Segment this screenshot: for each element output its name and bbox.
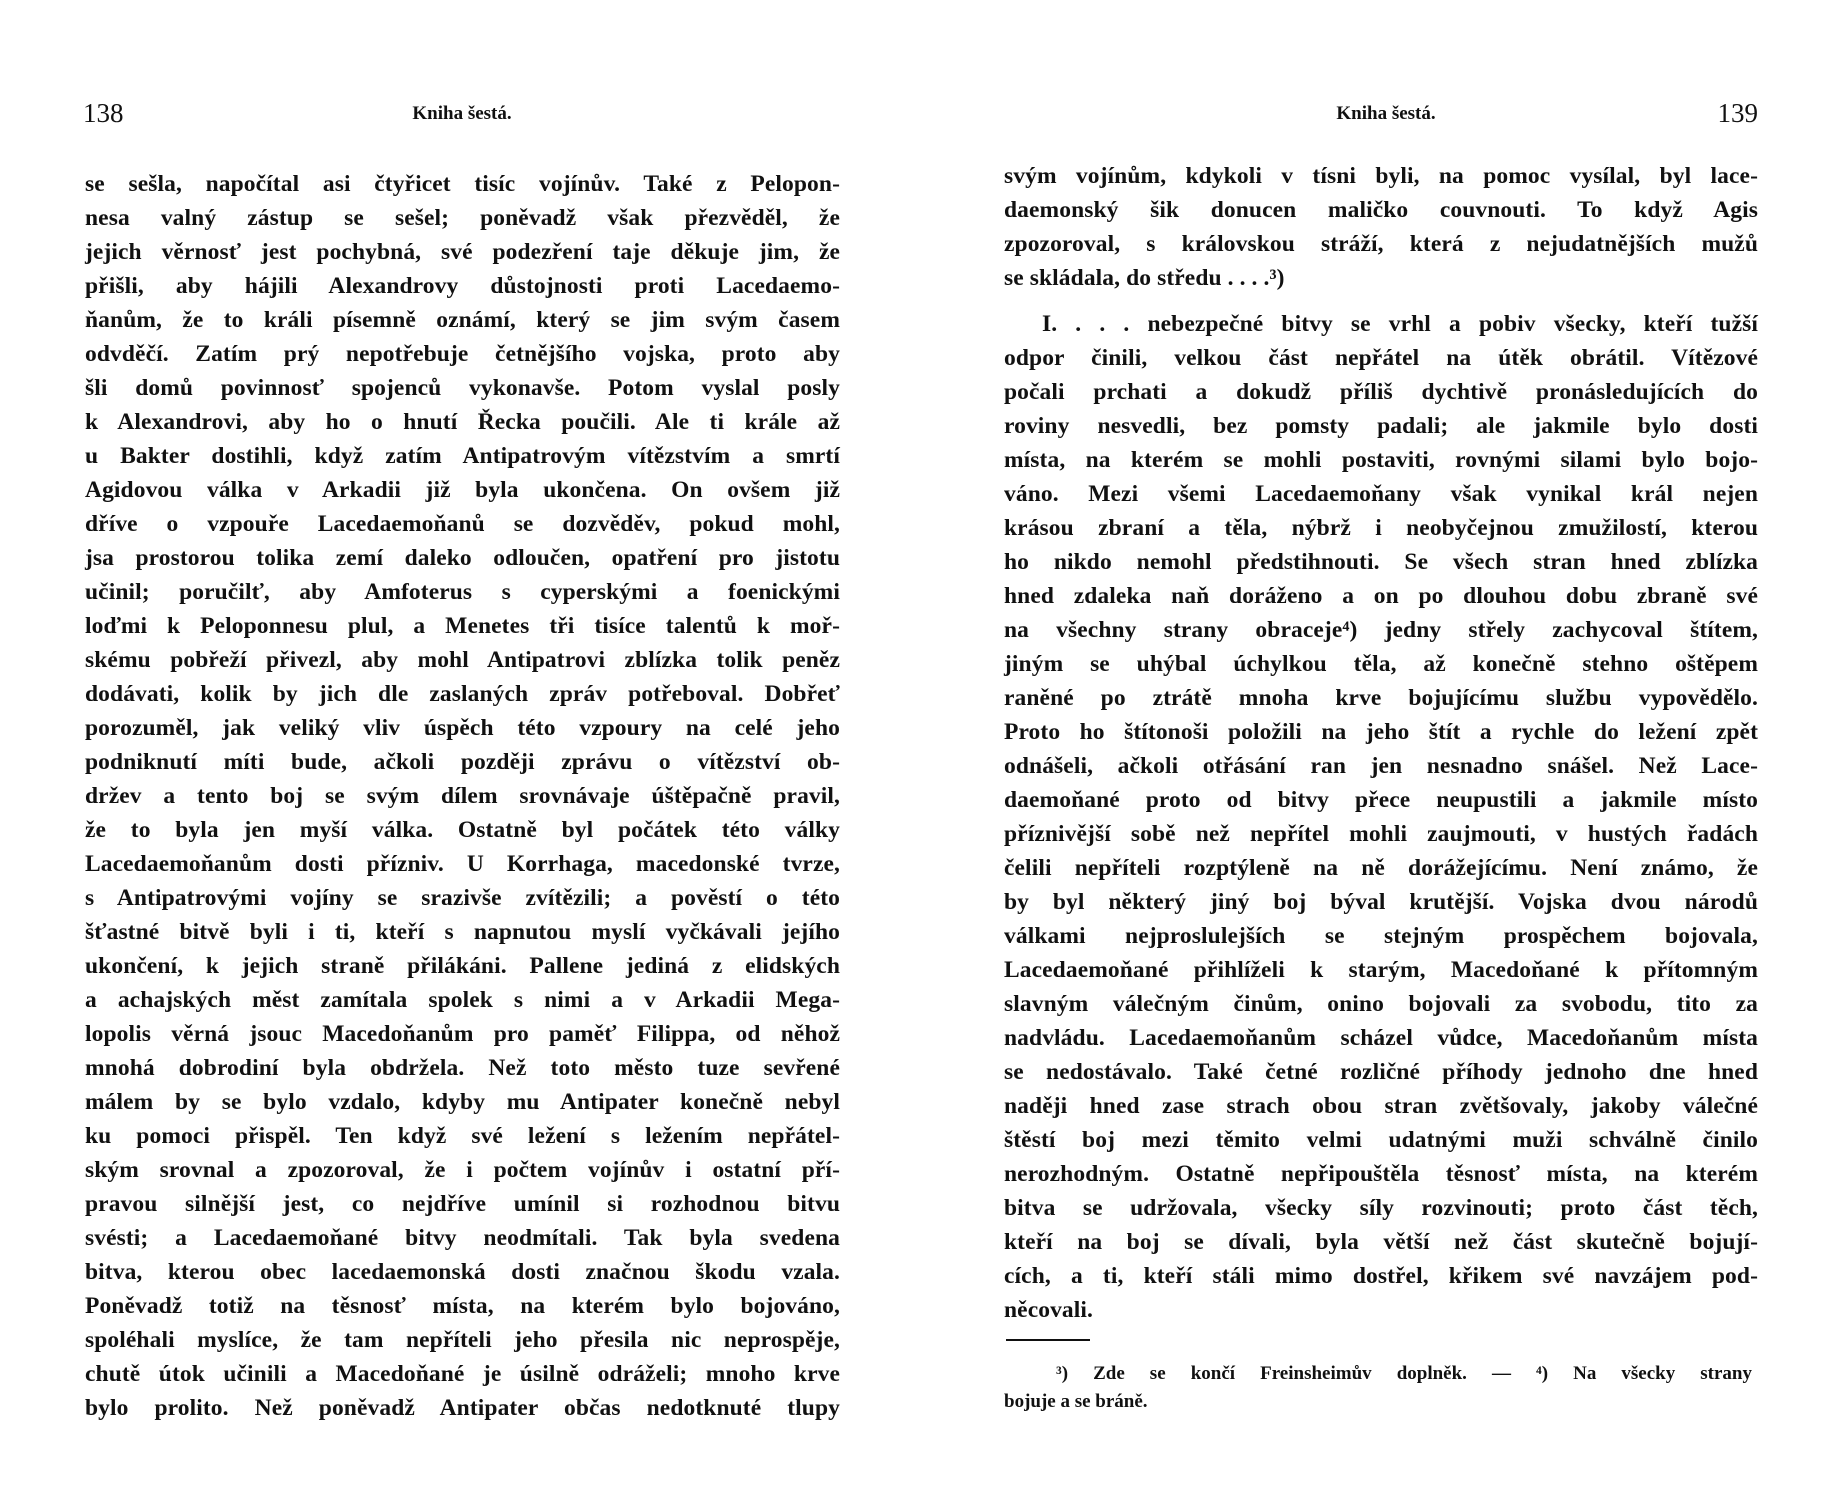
text-line: spoléhali myslíce, že tam nepříteli jeho přesila nic neprospěje, <box>85 1327 840 1353</box>
text-line: jsa prostorou tolika zemí daleko odloučen, opatření pro jistotu <box>85 545 840 571</box>
text-line: porozuměl, jak veliký vliv úspěch této vzpoury na celé jeho <box>85 715 840 741</box>
text-line: Agidovou válka v Arkadii již byla ukončena. On ovšem již <box>85 477 840 503</box>
text-line: držev a tento boj se svým dílem srovnávaje úštěpačně pravil, <box>85 783 840 809</box>
text-line: se nedostávalo. Také četné rozličné příhody jednoho dne hned <box>1004 1059 1758 1085</box>
text-line: jiným se uhýbal úchylkou těla, až konečně stehno oštěpem <box>1004 651 1758 677</box>
footnote-separator <box>1006 1339 1090 1341</box>
running-head: Kniha šestá. <box>1336 103 1436 124</box>
text-line: čelili nepříteli rozptýleně na ně dorážejícímu. Není známo, že <box>1004 855 1758 881</box>
text-line: daemonský šik donucen maličko couvnouti. To když Agis <box>1004 197 1758 223</box>
text-line: zpozoroval, s královskou stráží, která z nejudatnějších mužů <box>1004 231 1758 257</box>
text-line: I. . . . nebezpečné bitvy se vrhl a pobiv všecky, kteří tužší <box>1042 311 1758 337</box>
text-line: chutě útok učinili a Macedoňané je úsilně odráželi; mnoho krve <box>85 1361 840 1387</box>
text-line: u Bakter dostihli, když zatím Antipatrovým vítězstvím a smrtí <box>85 443 840 469</box>
text-line: šťastné bitvě byli i ti, kteří s napnutou myslí vyčkávali jejího <box>85 919 840 945</box>
text-line: pravou silnější jest, co nejdříve umínil si rozhodnou bitvu <box>85 1191 840 1217</box>
text-line: nadvládu. Lacedaemoňanům scházel vůdce, Macedoňanům místa <box>1004 1025 1758 1051</box>
text-line: přišli, aby hájili Alexandrovy důstojnosti proti Lacedaemo- <box>85 273 840 299</box>
text-line: mnohá dobrodiní byla obdržela. Než toto město tuze sevřené <box>85 1055 840 1081</box>
text-line: dodávati, kolik by jich dle zaslaných zpráv potřeboval. Dobřeť <box>85 681 840 707</box>
text-line: ukončení, k jejich straně přilákáni. Pallene jediná z elidských <box>85 953 840 979</box>
text-line: odnášeli, ačkoli otřásání ran jen nesnadno snášel. Než Lace- <box>1004 753 1758 779</box>
text-line: naději hned zase strach obou stran zvětšovaly, jakoby válečné <box>1004 1093 1758 1119</box>
text-line: váno. Mezi všemi Lacedaemoňany však vynikal král nejen <box>1004 481 1758 507</box>
footnotes <box>1004 1360 1752 1416</box>
text-line: se sešla, napočítal asi čtyřicet tisíc vojínův. Také z Pelopon- <box>85 171 840 197</box>
paragraph <box>1004 159 1758 295</box>
text-line: ňanům, že to králi písemně oznámí, který se jim svým časem <box>85 307 840 333</box>
text-line: bitva se udržovala, všecky síly rozvinouti; proto část těch, <box>1004 1195 1758 1221</box>
paragraph <box>1004 307 1758 1327</box>
page-body <box>1004 159 1758 1327</box>
text-line: hned zdaleka naň doráženo a on po dlouhou dobu zbraně své <box>1004 583 1758 609</box>
text-line: bitva, kterou obec lacedaemonská dosti značnou škodu vzala. <box>85 1259 840 1285</box>
text-line: podniknutí míti bude, ačkoli později zprávu o vítězství ob- <box>85 749 840 775</box>
text-line: odpor činili, velkou část nepřátel na útěk obrátil. Vítězové <box>1004 345 1758 371</box>
footnote-line: bojuje a se bráně. <box>1004 1391 1148 1412</box>
text-line: bylo prolito. Než poněvadž Antipater občas nedotknuté tlupy <box>85 1395 840 1421</box>
text-line: krásou zbraní a těla, nýbrž i neobyčejnou zmužilostí, kterou <box>1004 515 1758 541</box>
text-line: učinil; poručilť, aby Amfoterus s cyperskými a foenickými <box>85 579 840 605</box>
page-number: 138 <box>83 98 124 128</box>
text-line: místa, na kterém se mohli postaviti, rovnými silami bylo bojo- <box>1004 447 1758 473</box>
text-line: něcovali. <box>1004 1297 1094 1323</box>
text-line: daemoňané proto od bitvy přece neupustili a jakmile místo <box>1004 787 1758 813</box>
running-head: Kniha šestá. <box>412 103 512 124</box>
text-line: příznivější sobě než nepřítel mohli zaujmouti, v hustých řadách <box>1004 821 1758 847</box>
text-line: ho nikdo nemohl předstihnouti. Se všech stran hned zblízka <box>1004 549 1758 575</box>
text-line: loďmi k Peloponnesu plul, a Menetes tři tisíce talentů k moř- <box>85 613 840 639</box>
right-page <box>1004 0 1758 1500</box>
footnote-line: ³) Zde se končí Freinsheimův doplněk. — ⁴) Na všecky strany <box>1056 1363 1752 1384</box>
text-line: Lacedaemoňanům dosti přízniv. U Korrhaga, macedonské tvrze, <box>85 851 840 877</box>
text-line: skému pobřeží přivezl, aby mohl Antipatrovi zblízka tolik peněz <box>85 647 840 673</box>
page-number: 139 <box>1717 98 1758 128</box>
paragraph <box>85 167 840 1425</box>
text-line: Proto ho štítonoši položili na jeho štít a rychle do ležení zpět <box>1004 719 1758 745</box>
text-line: ku pomoci přispěl. Ten když své ležení s ležením nepřátel- <box>85 1123 840 1149</box>
text-line: raněné po ztrátě mnoha krve bojujícímu službu vypovědělo. <box>1004 685 1758 711</box>
text-line: počali prchati a dokudž příliš dychtivě pronásledujících do <box>1004 379 1758 405</box>
text-line: šli domů povinnosť spojenců vykonavše. Potom vyslal posly <box>85 375 840 401</box>
text-line: cích, a ti, kteří stáli mimo dostřel, křikem své navzájem pod- <box>1004 1263 1758 1289</box>
text-line: svésti; a Lacedaemoňané bitvy neodmítali. Tak byla svedena <box>85 1225 840 1251</box>
text-line: štěstí boj mezi těmito velmi udatnými muži schválně činilo <box>1004 1127 1758 1153</box>
text-line: slavným válečným činům, onino bojovali za svobodu, tito za <box>1004 991 1758 1017</box>
text-line: válkami nejproslulejších se stejným prospěchem bojovala, <box>1004 923 1758 949</box>
text-line: roviny nesvedli, bez pomsty padali; ale jakmile bylo dosti <box>1004 413 1758 439</box>
text-line: nerozhodným. Ostatně nepřipouštěla těsnosť místa, na kterém <box>1004 1161 1758 1187</box>
text-line: svým vojínům, kdykoli v tísni byli, na pomoc vysílal, byl lace- <box>1004 163 1758 189</box>
text-line: odvděčí. Zatím prý nepotřebuje četnějšího vojska, proto aby <box>85 341 840 367</box>
text-line: se skládala, do středu . . . .³) <box>1004 265 1285 291</box>
text-line: a achajských měst zamítala spolek s nimi a v Arkadii Mega- <box>85 987 840 1013</box>
text-line: by byl některý jiný boj býval krutější. Vojska dvou národů <box>1004 889 1758 915</box>
text-line: kteří na boj se dívali, byla větší než část skutečně bojují- <box>1004 1229 1758 1255</box>
text-line: na všechny strany obraceje⁴) jedny střely zachycoval štítem, <box>1004 617 1758 643</box>
text-line: lopolis věrná jsouc Macedoňanům pro paměť Filippa, od něhož <box>85 1021 840 1047</box>
text-line: Poněvadž totiž na těsnosť místa, na kterém bylo bojováno, <box>85 1293 840 1319</box>
text-line: málem by se bylo vzdalo, kdyby mu Antipater konečně nebyl <box>85 1089 840 1115</box>
text-line: Lacedaemoňané přihlíželi k starým, Macedoňané k přítomným <box>1004 957 1758 983</box>
page-body <box>85 167 840 1425</box>
text-line: dříve o vzpouře Lacedaemoňanů se dozvěděv, pokud mohl, <box>85 511 840 537</box>
text-line: jejich věrnosť jest pochybná, své podezření taje děkuje jim, že <box>85 239 840 265</box>
text-line: že to byla jen myší válka. Ostatně byl počátek této války <box>85 817 840 843</box>
text-line: nesa valný zástup se sešel; poněvadž však přezvěděl, že <box>85 205 840 231</box>
text-line: k Alexandrovi, aby ho o hnutí Řecka poučili. Ale ti krále až <box>85 409 840 435</box>
text-line: ským srovnal a zpozoroval, že i počtem vojínův i ostatní pří- <box>85 1157 840 1183</box>
left-page <box>85 0 840 1500</box>
text-line: s Antipatrovými vojíny se srazivše zvítězili; a pověstí o této <box>85 885 840 911</box>
